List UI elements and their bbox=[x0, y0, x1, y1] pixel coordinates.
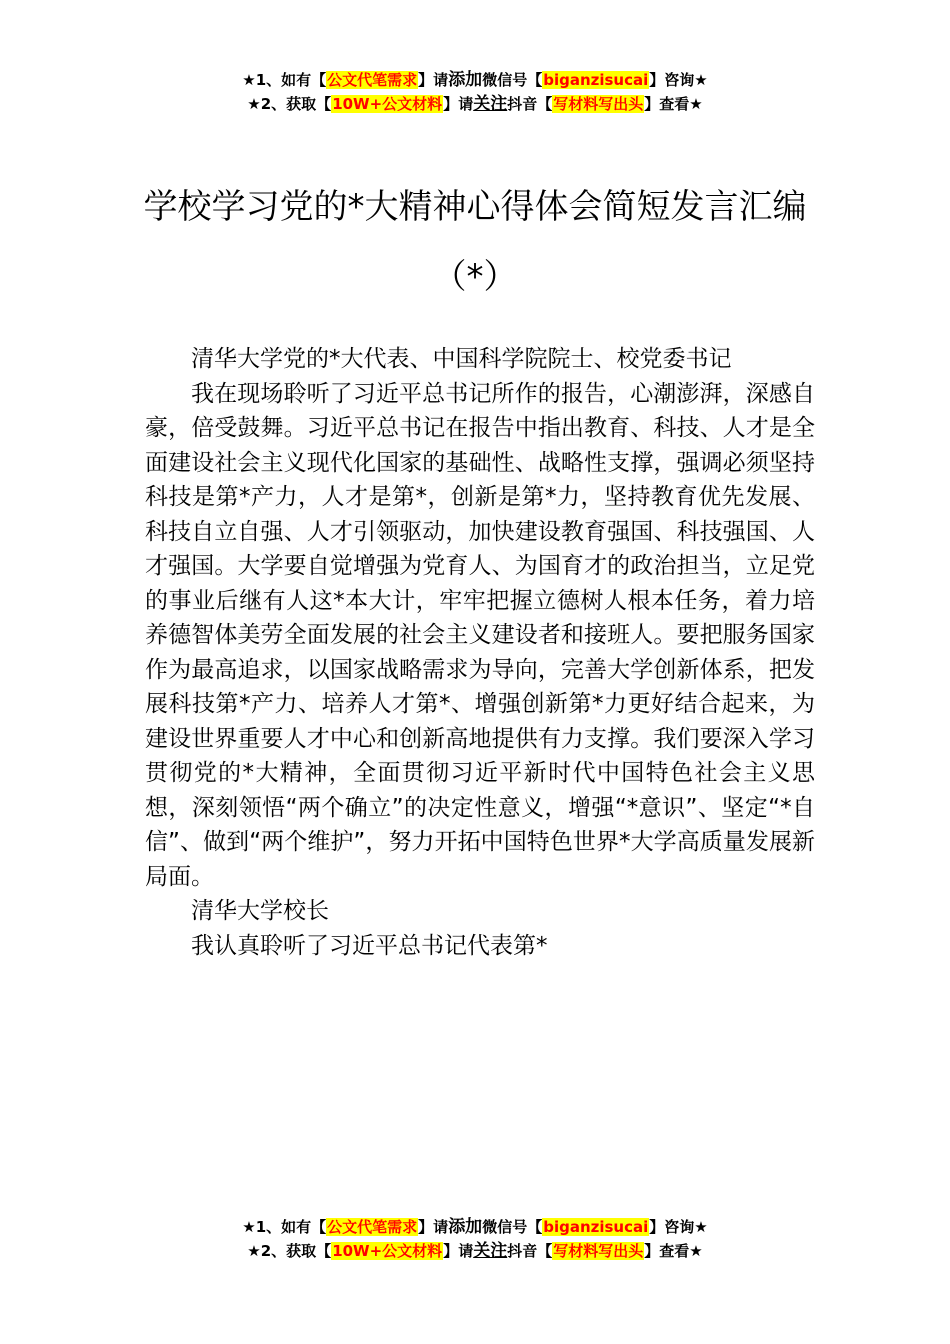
notice-text: 】查看 bbox=[644, 95, 690, 113]
star-icon: ★ bbox=[694, 1218, 708, 1236]
star-icon: ★ bbox=[247, 95, 261, 113]
notice-text: 微信号【 bbox=[482, 71, 543, 89]
notice-text: 】请 bbox=[443, 95, 474, 113]
highlight-wechat-id: biganzisucai bbox=[543, 71, 649, 89]
highlight-douyin-account: 写材料写出头 bbox=[553, 1242, 644, 1260]
notice-text: 】请 bbox=[418, 1218, 449, 1236]
notice-emphasis: 关注 bbox=[473, 1241, 508, 1261]
speaker-heading: 清华大学党的*大代表、中国科学院院士、校党委书记 bbox=[191, 346, 732, 372]
star-icon: ★ bbox=[242, 71, 256, 89]
highlight-wechat-id: biganzisucai bbox=[543, 1218, 649, 1236]
notice-text: 】查看 bbox=[644, 1242, 690, 1260]
highlight-service: 公文代笔需求 bbox=[327, 71, 418, 89]
notice-line-1 bbox=[0, 68, 950, 92]
document-body bbox=[145, 342, 815, 963]
notice-emphasis: 添加 bbox=[448, 70, 483, 90]
star-icon: ★ bbox=[242, 1218, 256, 1236]
header-notice bbox=[0, 68, 950, 116]
notice-text: 2、获取【 bbox=[260, 95, 332, 113]
document-title: 学校学习党的*大精神心得体会简短发言汇编（*） bbox=[143, 187, 807, 297]
notice-text: 抖音【 bbox=[507, 95, 553, 113]
notice-emphasis: 添加 bbox=[448, 1217, 483, 1237]
star-icon: ★ bbox=[689, 95, 703, 113]
highlight-materials: 10W+公文材料 bbox=[332, 95, 443, 113]
notice-text: 2、获取【 bbox=[260, 1242, 332, 1260]
highlight-service: 公文代笔需求 bbox=[327, 1218, 418, 1236]
notice-text: 1、如有【 bbox=[255, 71, 327, 89]
highlight-materials: 10W+公文材料 bbox=[332, 1242, 443, 1260]
notice-text: 】咨询 bbox=[649, 71, 695, 89]
footer-notice bbox=[0, 1215, 950, 1263]
star-icon: ★ bbox=[247, 1242, 261, 1260]
notice-emphasis: 关注 bbox=[473, 94, 508, 114]
notice-line-2 bbox=[0, 92, 950, 116]
notice-text: 】咨询 bbox=[649, 1218, 695, 1236]
notice-line-1 bbox=[0, 1215, 950, 1239]
notice-line-2 bbox=[0, 1239, 950, 1263]
notice-text: 】请 bbox=[443, 1242, 474, 1260]
star-icon: ★ bbox=[689, 1242, 703, 1260]
notice-text: 微信号【 bbox=[482, 1218, 543, 1236]
highlight-douyin-account: 写材料写出头 bbox=[553, 95, 644, 113]
speech-paragraph: 我认真聆听了习近平总书记代表第* bbox=[191, 932, 548, 959]
star-icon: ★ bbox=[694, 71, 708, 89]
notice-text: 1、如有【 bbox=[255, 1218, 327, 1236]
speech-paragraph: 我在现场聆听了习近平总书记所作的报告，心潮澎湃，深感自豪，倍受鼓舞。习近平总书记在报告中指出教育、科技、人才是全面建设社会主义现代化国家的基础性、战略性支撑，强调必须坚持科技是第*产力，人才是第*，创新是第*力，坚持教育优先发展、科技自立自强、人才引领驱动，加快建设教育强国、科技强国、人才强国。大学要自觉增强为党育人、为国育才的政治担当，立足党的事业后继有人这*本大计，牢牢把握立德树人根本任务，着力培养德智体美劳全面发展的社会主义建设者和接班人。要把服务国家作为最高追求，以国家战略需求为导向，完善大学创新体系，把发展科技第*产力、培养人才第*、增强创新第*力更好结合起来，为建设世界重要人才中心和创新高地提供有力支撑。我们要深入学习贯彻党的*大精神，全面贯彻习近平新时代中国特色社会主义思想，深刻领悟“两个确立”的决定性意义，增强“*意识”、坚定“*自信”、做到“两个维护”，努力开拓中国特色世界*大学高质量发展新局面。 bbox=[145, 380, 815, 890]
notice-text: 】请 bbox=[418, 71, 449, 89]
notice-text: 抖音【 bbox=[507, 1242, 553, 1260]
speaker-heading: 清华大学校长 bbox=[191, 898, 329, 924]
